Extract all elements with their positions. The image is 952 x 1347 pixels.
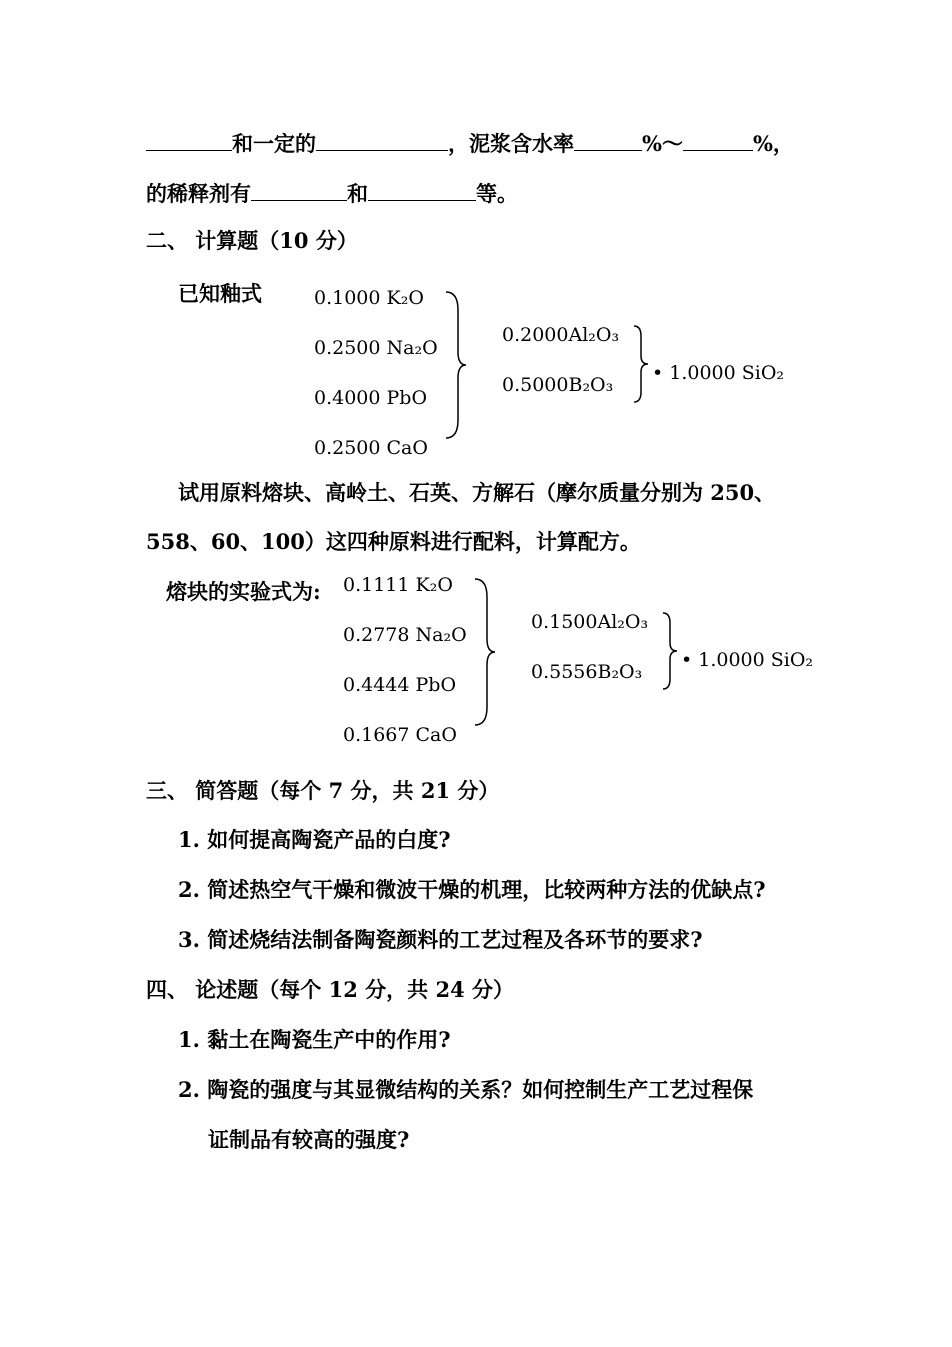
formula2-row: 0.1111 K₂O <box>343 574 453 596</box>
frit-label: 熔块的实验式为: <box>166 579 321 604</box>
formula1-alumina: 0.2000Al₂O₃ <box>502 324 620 346</box>
question-line-1: 试用原料熔块、高岭土、石英、方解石（摩尔质量分别为 250、 <box>178 480 776 505</box>
text: 和一定的 <box>232 131 316 156</box>
right-brace-icon <box>632 324 650 404</box>
list-item: 2. 简述热空气干燥和微波干燥的机理，比较两种方法的优缺点? <box>178 877 766 902</box>
blank-6 <box>368 178 476 201</box>
formula2-row: 0.2778 Na₂O <box>343 624 467 646</box>
text: %， <box>752 131 794 156</box>
blank-2 <box>316 128 448 151</box>
right-brace-icon <box>444 290 468 440</box>
blank-1 <box>146 128 232 151</box>
formula2-silica: • 1.0000 SiO₂ <box>681 649 814 671</box>
formula2-row: 0.4444 PbO <box>343 674 457 696</box>
fill-blank-line-1 <box>146 128 794 158</box>
list-item: 1. 如何提高陶瓷产品的白度? <box>178 827 451 852</box>
formula2-row: 0.1667 CaO <box>343 724 457 746</box>
list-item: 1. 黏土在陶瓷生产中的作用? <box>178 1027 451 1052</box>
section-4-heading: 四、 论述题（每个 12 分，共 24 分） <box>146 977 515 1002</box>
formula1-boron: 0.5000B₂O₃ <box>502 374 614 396</box>
list-item-continuation: 证制品有较高的强度? <box>208 1127 410 1152</box>
fill-blank-line-2 <box>146 178 518 208</box>
text: 和 <box>347 181 368 206</box>
formula2-boron: 0.5556B₂O₃ <box>531 661 643 683</box>
question-line-2: 558、60、100）这四种原料进行配料，计算配方。 <box>146 529 641 554</box>
list-item: 3. 简述烧结法制备陶瓷颜料的工艺过程及各环节的要求? <box>178 927 703 952</box>
given-glaze-label: 已知釉式 <box>178 281 262 306</box>
right-brace-icon <box>473 577 497 727</box>
blank-5 <box>251 178 347 201</box>
right-brace-icon <box>661 611 679 691</box>
list-item: 2. 陶瓷的强度与其显微结构的关系？如何控制生产工艺过程保 <box>178 1077 754 1102</box>
text: 的稀释剂有 <box>146 181 251 206</box>
section-3-heading: 三、 简答题（每个 7 分，共 21 分） <box>146 778 500 803</box>
section-2-heading: 二、 计算题（10 分） <box>146 228 358 253</box>
blank-4 <box>683 128 753 151</box>
formula1-row: 0.2500 CaO <box>314 437 428 459</box>
formula1-row: 0.2500 Na₂O <box>314 337 438 359</box>
blank-3 <box>574 128 642 151</box>
text: ，泥浆含水率 <box>448 131 574 156</box>
formula1-row: 0.4000 PbO <box>314 387 428 409</box>
text: %～ <box>642 131 683 156</box>
formula1-row: 0.1000 K₂O <box>314 287 424 309</box>
formula2-alumina: 0.1500Al₂O₃ <box>531 611 649 633</box>
formula1-silica: • 1.0000 SiO₂ <box>652 362 785 384</box>
text: 等。 <box>476 181 518 206</box>
